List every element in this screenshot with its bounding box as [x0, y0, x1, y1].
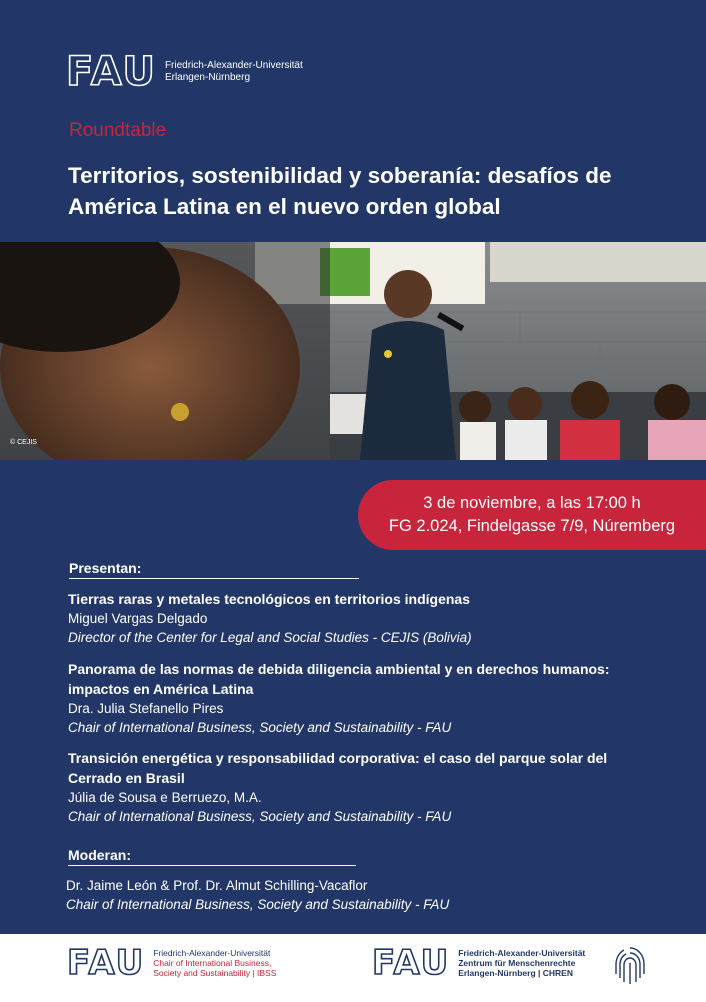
fingerprint-icon [612, 944, 648, 986]
date-location-pill [358, 480, 706, 550]
talk-item [68, 748, 648, 826]
fau-logo-mark: FAU [66, 49, 157, 95]
moderan-heading: Moderan: [68, 847, 356, 866]
fau-header-logo [66, 49, 303, 95]
fau-ibss-logo [67, 943, 277, 983]
presentan-heading: Presentan: [69, 560, 359, 579]
moderator-names: Dr. Jaime León & Prof. Dr. Almut Schilling-Vacaflor [66, 878, 368, 893]
fau-chren-logo [372, 943, 586, 983]
talk-affiliation: Director of the Center for Legal and Social Studies - CEJIS (Bolivia) [68, 630, 472, 645]
photo-credit: © CEJIS [10, 439, 37, 446]
talk-item [68, 589, 648, 647]
fau-logo-mark: FAU [67, 943, 146, 983]
event-date: 3 de noviembre, a las 17:00 h [423, 494, 641, 512]
talk-speaker: Júlia de Sousa e Berruezo, M.A. [68, 790, 262, 805]
fau-logo-text [165, 60, 303, 84]
talk-affiliation: Chair of International Business, Society and Sustainability - FAU [68, 809, 452, 824]
fau-logo-mark: FAU [372, 943, 451, 983]
talk-title: Panorama de las normas de debida diligencia ambiental y en derechos humanos: impactos en América Latina [68, 661, 610, 697]
fau-chren-line1: Friedrich-Alexander-Universität [458, 948, 586, 958]
fau-chren-text [458, 948, 585, 978]
talk-title: Transición energética y responsabilidad corporativa: el caso del parque solar del Cerrado en Brasil [68, 750, 608, 786]
talk-item [68, 659, 648, 737]
talk-affiliation: Chair of International Business, Society and Sustainability - FAU [68, 720, 452, 735]
fau-ibss-text [153, 948, 276, 978]
fau-chren-line2: Zentrum für Menschenrechte [458, 958, 576, 968]
fau-logo-line1: Friedrich-Alexander-Universität [164, 60, 303, 71]
fau-logo-line2: Erlangen-Nürnberg [164, 72, 251, 83]
moderator-affiliation: Chair of International Business, Society and Sustainability - FAU [66, 897, 450, 912]
event-photo [0, 242, 706, 460]
footer-bar [0, 934, 706, 1002]
fau-ibss-line3: Society and Sustainability | IBSS [153, 968, 277, 978]
event-title: Territorios, sostenibilidad y soberanía: desafíos de América Latina en el nuevo orden global [68, 163, 612, 219]
photo-illustration [0, 242, 706, 460]
fau-ibss-line1: Friedrich-Alexander-Universität [153, 948, 271, 958]
talk-speaker: Miguel Vargas Delgado [68, 611, 208, 626]
event-location: FG 2.024, Findelgasse 7/9, Núremberg [388, 517, 676, 535]
fau-chren-line3: Erlangen-Nürnberg | CHREN [458, 968, 573, 978]
fau-ibss-line2: Chair of International Business, [153, 958, 272, 968]
talk-title: Tierras raras y metales tecnológicos en territorios indígenas [68, 591, 471, 607]
event-type-kicker: Roundtable [69, 120, 167, 141]
talk-speaker: Dra. Julia Stefanello Pires [68, 701, 224, 716]
moderators-block [66, 876, 666, 914]
